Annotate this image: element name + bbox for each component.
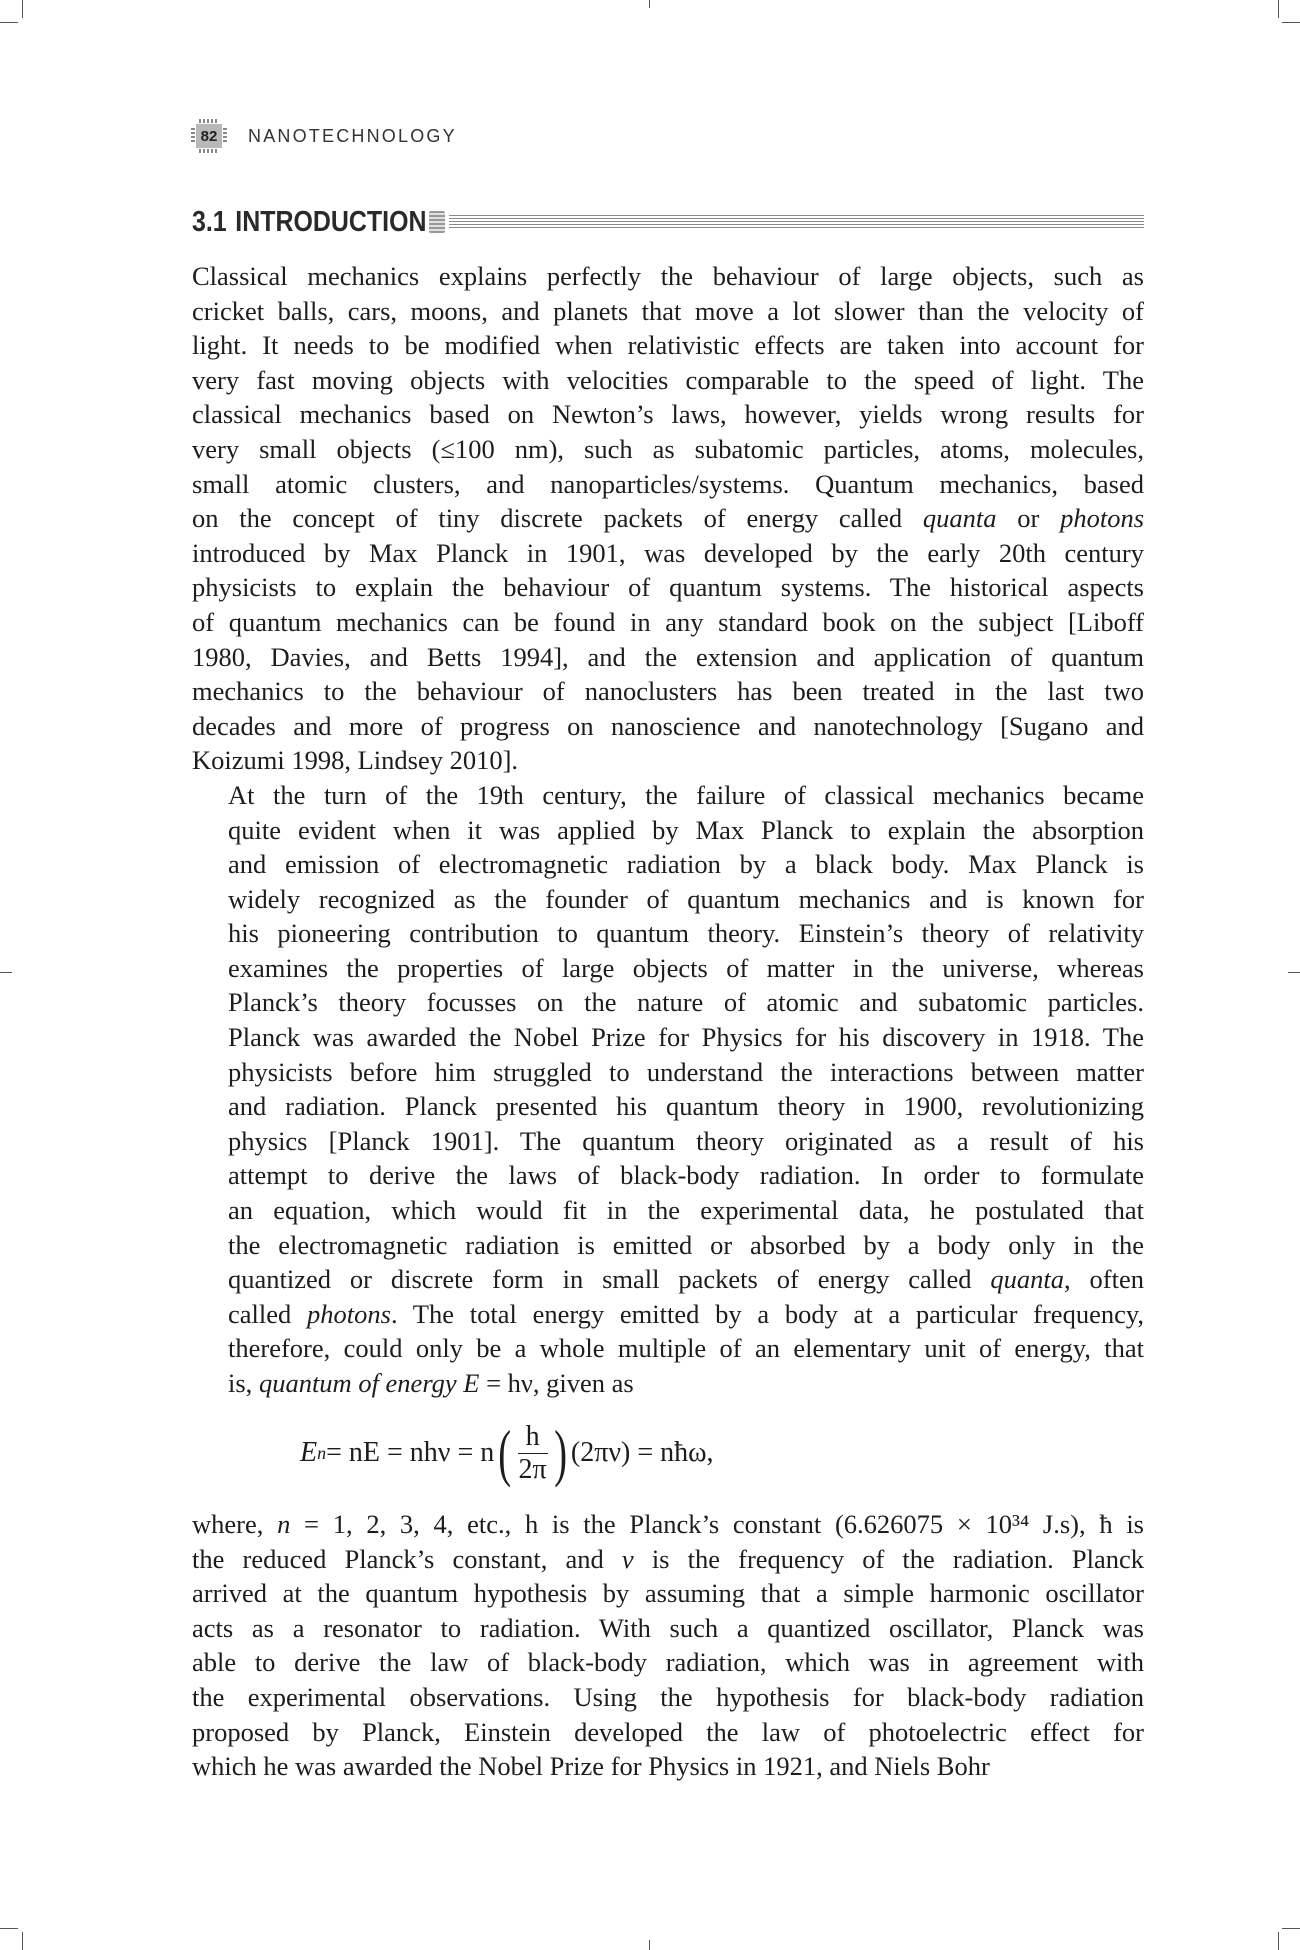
text-line: of quantum mechanics can be found in any standard book on the subject [Liboff [192,606,1144,637]
text-line: widely recognized as the founder of quantum mechanics and is known for [228,883,1144,914]
crop-mark [1278,1932,1279,1950]
text-line: classical mechanics based on Newton’s laws, however, yields wrong results for [192,399,1144,430]
crop-mark [0,972,12,973]
text-line: which he was awarded the Nobel Prize for Physics in 1921, and Niels Bohr [192,1751,990,1782]
text-line: Planck’s theory focusses on the nature of atomic and subatomic particles. [228,987,1144,1018]
equation-part2: (2πν) = nħω, [570,1437,714,1468]
text-line: decades and more of progress on nanoscience and nanotechnology [Sugano and [192,710,1144,741]
text-line: his pioneering contribution to quantum theory. Einstein’s theory of relativity [228,918,1144,949]
section-number: 3.1 [192,205,227,238]
text-line: proposed by Planck, Einstein developed the law of photoelectric effect for [192,1716,1144,1747]
crop-mark [22,0,23,18]
text-line: able to derive the law of black-body radiation, which was in agreement with [192,1647,1144,1678]
text-line: introduced by Max Planck in 1901, was developed by the early 20th century [192,537,1144,568]
text-line: and emission of electromagnetic radiation by a black body. Max Planck is [228,849,1144,880]
text-line: physicists to explain the behaviour of quantum systems. The historical aspects [192,572,1144,603]
text-line: where, n = 1, 2, 3, 4, etc., h is the Planck’s constant (6.626075 × 10³⁴ J.s), ħ is [192,1509,1144,1539]
fraction-numerator: h [518,1421,548,1454]
text-line: therefore, could only be a whole multiple of an elementary unit of energy, that [228,1333,1144,1364]
section-heading [192,200,1144,244]
body-text [192,1507,1144,1784]
fraction-denominator: 2π [518,1453,547,1485]
paragraph [192,259,1144,778]
crop-mark [649,1940,650,1950]
running-header [192,116,457,156]
text-line: very small objects (≤100 nm), such as subatomic particles, atoms, molecules, [192,433,1144,464]
equation-lhs: E [300,1437,318,1468]
planck-equation: E n = nE = nhν = n ( $\frac{h}{2\pi}$ ) (2πν) = nħω, [300,1417,714,1488]
text-line: physicists before him struggled to understand the interactions between matter [228,1056,1144,1087]
body-text [192,259,1144,1401]
chip-icon [192,121,226,151]
section-title: INTRODUCTION [235,205,427,238]
paragraph [192,778,1144,1401]
equation-lhs-sub: n [317,1442,327,1463]
text-line: At the turn of the 19th century, the failure of classical mechanics became [228,779,1144,810]
text-line: Classical mechanics explains perfectly the behaviour of large objects, such as [192,261,1144,291]
text-line: and radiation. Planck presented his quantum theory in 1900, revolutionizing [228,1091,1144,1122]
text-line: Planck was awarded the Nobel Prize for Physics for his discovery in 1918. The [228,1022,1144,1053]
text-line: arrived at the quantum hypothesis by assuming that a simple harmonic oscillator [192,1578,1144,1609]
text-line: 1980, Davies, and Betts 1994], and the extension and application of quantum [192,641,1144,672]
crop-mark [649,0,650,8]
text-line: physics [Planck 1901]. The quantum theory originated as a result of his [228,1125,1144,1156]
heading-rule [449,215,1144,229]
text-line: mechanics to the behaviour of nanoclusters has been treated in the last two [192,676,1144,707]
crop-mark [1278,0,1279,18]
text-line: acts as a resonator to radiation. With such a quantized oscillator, Planck was [192,1612,1144,1643]
text-line: called photons. The total energy emitted by a body at a particular frequency, [228,1298,1144,1329]
crop-mark [0,1928,18,1929]
text-line: the electromagnetic radiation is emitted or absorbed by a body only in the [228,1229,1144,1260]
text-line: on the concept of tiny discrete packets of energy called quanta or photons [192,503,1145,534]
text-line: attempt to derive the laws of black-body radiation. In order to formulate [228,1160,1144,1191]
equation-fraction [518,1421,548,1486]
paragraph [192,1507,1144,1784]
equation-part1: = nE = nhν = n [326,1437,495,1468]
text-line: quite evident when it was applied by Max Planck to explain the absorption [228,814,1144,845]
text-line: the reduced Planck’s constant, and ν is the frequency of the radiation. Planck [192,1543,1145,1574]
crop-mark [0,22,18,23]
page-number: 82 [196,124,222,148]
text-line: Koizumi 1998, Lindsey 2010]. [192,745,519,776]
crop-mark [1288,972,1300,973]
crop-mark [22,1932,23,1950]
text-line: light. It needs to be modified when relativistic effects are taken into account for [192,330,1144,361]
running-header-title: NANOTECHNOLOGY [248,125,457,146]
text-line: very fast moving objects with velocities comparable to the speed of light. The [192,364,1144,395]
text-line: is, quantum of energy E = hν, given as [228,1368,634,1398]
crop-mark [1282,22,1300,23]
text-line: examines the properties of large objects of matter in the universe, whereas [228,952,1144,983]
text-line: small atomic clusters, and nanoparticles/systems. Quantum mechanics, based [192,468,1144,499]
text-line: an equation, which would fit in the experimental data, he postulated that [228,1195,1144,1226]
text-line: the experimental observations. Using the hypothesis for black-body radiation [192,1681,1144,1712]
text-line: cricket balls, cars, moons, and planets that move a lot slower than the velocity of [192,295,1144,326]
chip-icon [429,211,445,233]
text-line: quantized or discrete form in small packets of energy called quanta, often [228,1264,1144,1295]
crop-mark [1282,1928,1300,1929]
